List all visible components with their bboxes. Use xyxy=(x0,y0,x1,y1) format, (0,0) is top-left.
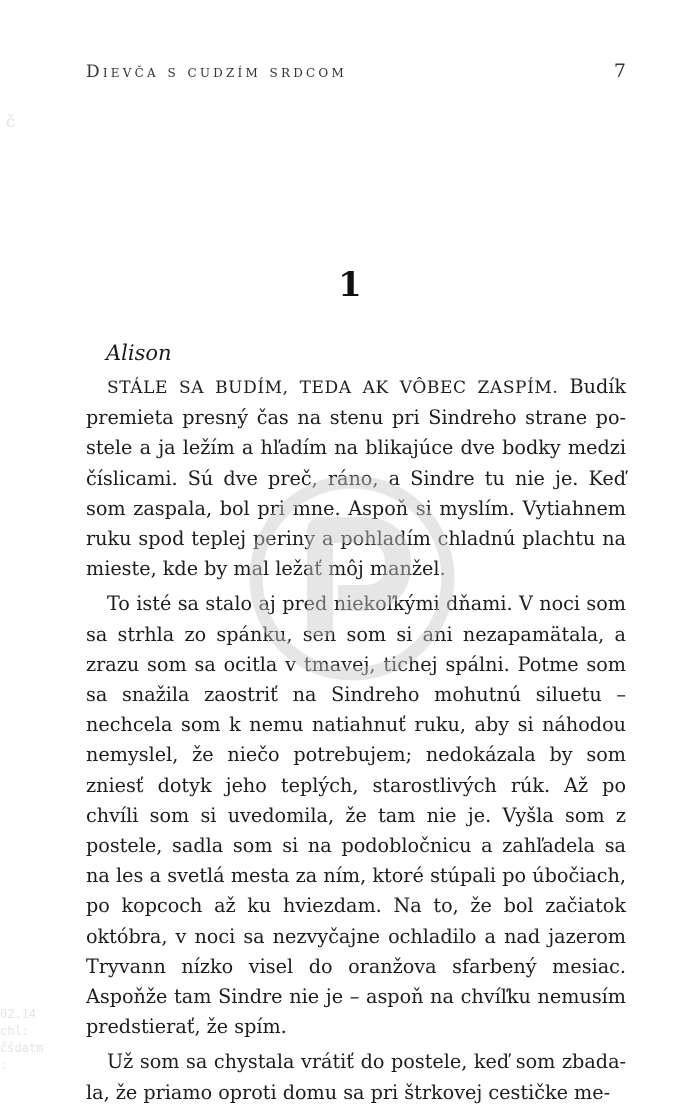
paragraph xyxy=(86,1047,626,1107)
body-text xyxy=(86,372,626,1113)
paragraph-text: Budík premieta presný čas na stenu pri Sindreho strane postele a ja ležím a hľadím na blikajúce dve bodky medzi číslicami. Sú dve preč, ráno, a Sindre tu nie je. Keď som zaspala, bol pri mne. Aspoň si myslím. Vytiahnem ruku spod teplej periny a pohladím chladnú plachtu na mieste, kde by mal ležať môj manžel. xyxy=(86,375,626,581)
paragraph-lead-in: STÁLE SA BUDÍM, TEDA AK VÔBEC ZASPÍM. xyxy=(107,378,559,398)
narrator-heading: Alison xyxy=(106,341,172,365)
margin-mark: č xyxy=(6,112,15,131)
paragraph xyxy=(86,589,626,1042)
margin-stamp: 02.14 chl: čšdatm : xyxy=(0,1007,44,1072)
running-title: Dievča s cudzím srdcom xyxy=(86,62,347,82)
page-number: 7 xyxy=(613,60,626,82)
chapter-number: 1 xyxy=(338,265,362,305)
paragraph-text: To isté sa stalo aj pred niekoľkými dňami. V noci som sa strhla zo spánku, sen som si ani nezapamätala, a zrazu som sa ocitla v tmavej, tichej spálni. Potme som sa snažila zaostriť na Sindreho mohutnú siluetu – nechcela som k nemu natiahnuť ruku, aby si náhodou nemyslel, že niečo potrebujem; nedokázala by som zniesť dotyk jeho teplých, starostlivých rúk. Až po chvíli som si uvedomila, že tam nie je. Vyšla som z postele, sadla som si na podobločnicu a zahľadela sa na les a svetlá mesta za ním, ktoré stúpali po úbočiach, po kopcoch až ku hviezdam. Na to, že bol začiatok októbra, v noci sa nezvyčajne ochladilo a nad jazerom Tryvann nízko visel do oranžova sfarbený mesiac. Aspoňže tam Sindre nie je – aspoň na chvíľku nemusím predstierať, že spím. xyxy=(86,592,626,1039)
running-header xyxy=(86,62,626,88)
paragraph xyxy=(86,372,626,584)
paragraph-text: Už som sa chystala vrátiť do postele, keď som zbadala, že priamo oproti domu sa pri štrkovej cestičke me- xyxy=(86,1050,626,1104)
